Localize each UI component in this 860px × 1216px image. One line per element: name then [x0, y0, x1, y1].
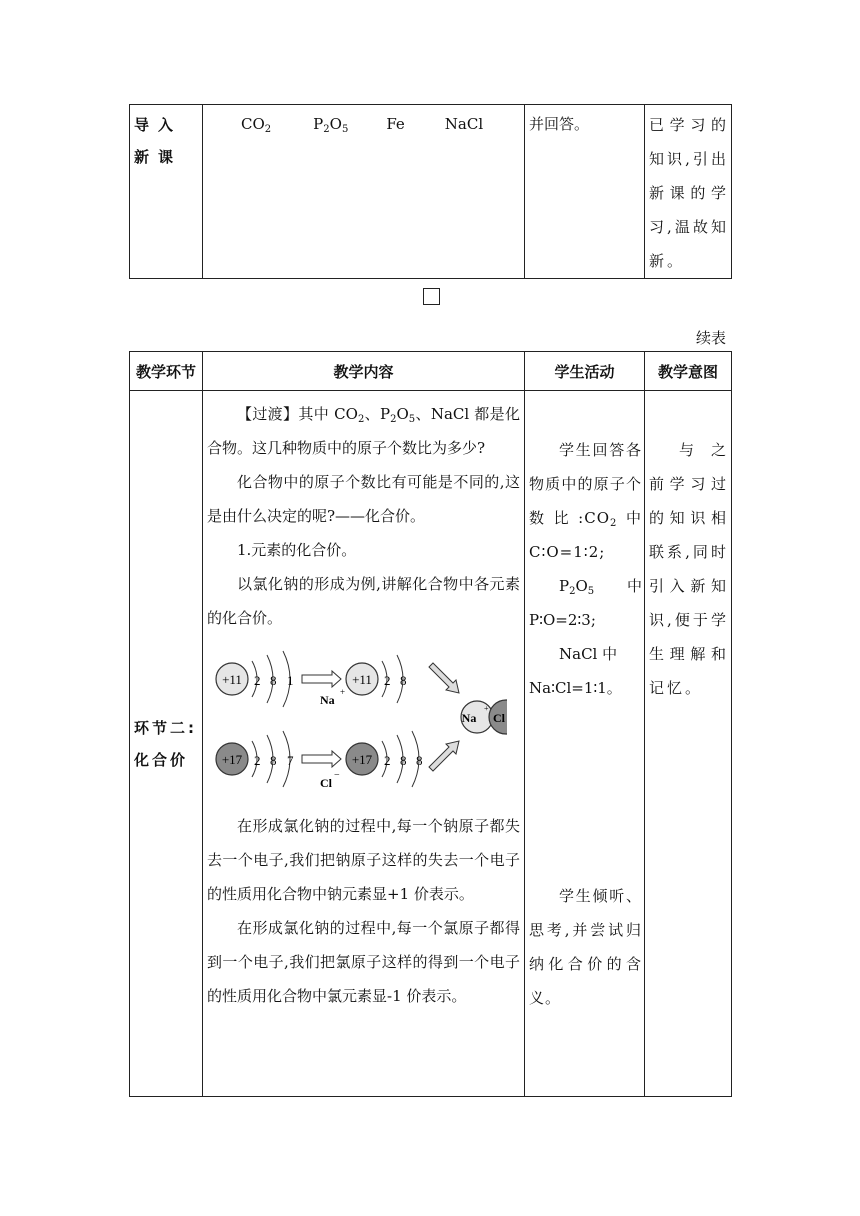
header-intent: 教学意图 — [645, 352, 732, 391]
intent-cell — [645, 105, 732, 279]
formula-list — [203, 105, 524, 139]
content-example: 以氯化钠的形成为例,讲解化合物中各元素的化合价。 — [207, 575, 520, 627]
compound-cl-label: Cl — [493, 711, 505, 725]
stage-cell — [130, 105, 203, 279]
stage-cell-2 — [130, 391, 203, 1097]
activity-cell — [525, 105, 645, 279]
stage-label: 导入新课 — [134, 116, 183, 166]
content-cell — [203, 105, 525, 279]
content-cell-2 — [203, 391, 525, 1097]
cl-ion-nucleus-label: +17 — [351, 752, 373, 767]
formula-co2: $CO_2$ — [241, 115, 272, 135]
lesson-table-part1 — [129, 104, 732, 279]
cl-shell-3: 7 — [287, 753, 294, 768]
formula-fe: Fe — [386, 115, 405, 133]
continue-label: 续表 — [696, 329, 727, 347]
na-ion-shell-2: 8 — [400, 673, 407, 688]
cl-ion-shell-1: 2 — [384, 753, 391, 768]
content-chlorine-valence: 在形成氯化钠的过程中,每一个氯原子都得到一个电子,我们把氯原子这样的得到一个电子的性质用化合物中氯元素显-1 价表示。 — [207, 919, 520, 1005]
nacl-formation-diagram — [207, 649, 507, 799]
cl-ion-label: Cl — [320, 776, 332, 790]
box-symbol — [423, 288, 440, 305]
na-shell-1: 2 — [254, 673, 261, 688]
na-shell-2: 8 — [270, 673, 277, 688]
na-nucleus-label: +11 — [222, 672, 242, 687]
cl-ion-charge: − — [334, 770, 340, 781]
header-stage: 教学环节 — [130, 352, 203, 391]
header-content: 教学内容 — [203, 352, 525, 391]
content-heading: 1.元素的化合价。 — [237, 541, 357, 559]
content-sodium-valence: 在形成氯化钠的过程中,每一个钠原子都失去一个电子,我们把钠原子这样的失去一个电子的性质用化合物中钠元素显+1 价表示。 — [207, 817, 520, 903]
compound-na-label: Na — [461, 711, 477, 725]
formula-p2o5: $P_2O_5$ — [313, 115, 349, 135]
na-shell-3: 1 — [287, 673, 294, 688]
converge-arrow-top — [429, 663, 459, 693]
na-arrow — [302, 671, 341, 687]
na-ion-label: Na — [320, 693, 335, 707]
cl-arrow — [302, 751, 341, 767]
activity-nacl: NaCl 中 Na∶Cl=1∶1。 — [529, 645, 622, 697]
intent-cell-2 — [645, 391, 732, 1097]
cl-shell-2: 8 — [270, 753, 277, 768]
cl-ion-shell-3: 8 — [416, 753, 423, 768]
formula-nacl: NaCl — [444, 115, 484, 133]
nacl-compound — [461, 700, 507, 734]
content-question: 化合物中的原子个数比有可能是不同的,这是由什么决定的呢?——化合价。 — [207, 473, 520, 525]
na-ion-nucleus-label: +11 — [352, 672, 372, 687]
sodium-ion — [346, 655, 407, 703]
activity-listen: 学生倾听、思考,并尝试归纳化合价的含义。 — [529, 887, 642, 1007]
compound-na-charge: + — [484, 704, 489, 713]
chloride-ion — [346, 731, 423, 787]
intent-body: 与之前学习过的知识相联系,同时引入新知识,便于学生理解和记忆。 — [649, 441, 729, 697]
lesson-table-part2 — [129, 351, 732, 1097]
na-ion-shell-1: 2 — [384, 673, 391, 688]
activity-body — [525, 391, 644, 1015]
intent-text: 已学习的知识,引出新课的学习,温故知新。 — [649, 116, 729, 270]
sodium-atom — [216, 651, 294, 707]
activity-p2o5: $P_2O_5$ 中 P∶O=2∶3; — [529, 577, 642, 629]
header-activity: 学生活动 — [525, 352, 645, 391]
chlorine-atom — [216, 731, 294, 787]
converge-arrow-bottom — [429, 741, 459, 771]
content-body — [203, 391, 524, 1013]
na-ion-charge: + — [340, 687, 346, 697]
activity-answer: 学生回答各物质中的原子个数比$:CO_2$中 C∶O=1∶2; — [529, 441, 642, 561]
cl-shell-1: 2 — [254, 753, 261, 768]
content-transition: 【过渡】其中 $CO_2$、$P_2O_5$、NaCl 都是化合物。这几种物质中的原子个数比为多少? — [207, 405, 520, 457]
cl-nucleus-label: +17 — [221, 752, 243, 767]
cl-ion-shell-2: 8 — [400, 753, 407, 768]
activity-text: 并回答。 — [529, 115, 590, 133]
activity-cell-2 — [525, 391, 645, 1097]
stage-label-2: 环节二:化合价 — [134, 718, 197, 769]
